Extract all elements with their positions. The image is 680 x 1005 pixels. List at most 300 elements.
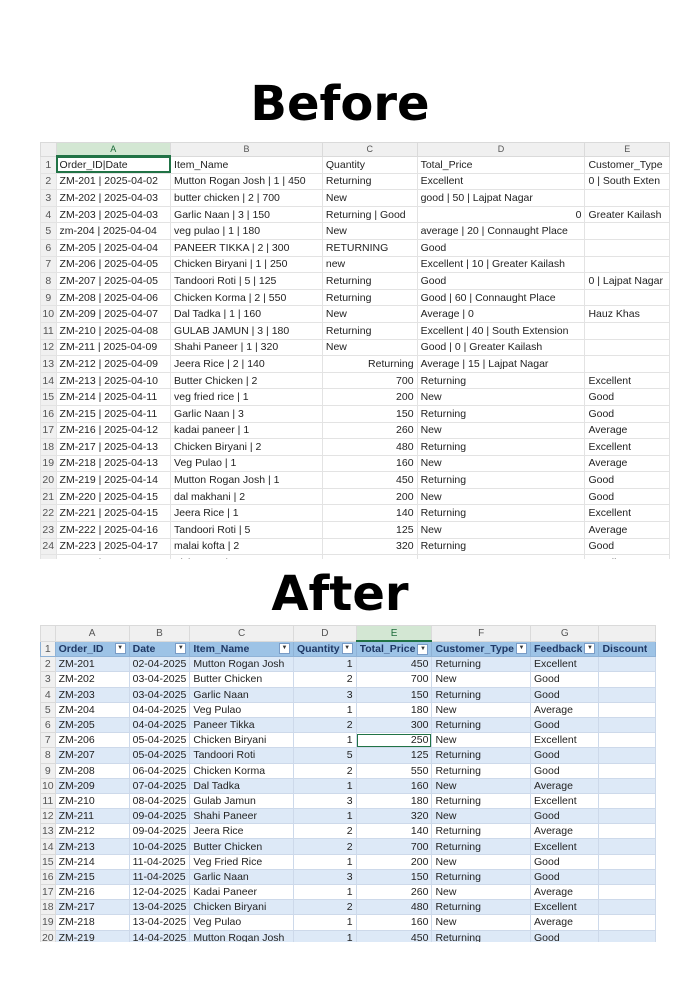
column-header-f[interactable]: F: [432, 626, 531, 642]
cell[interactable]: [599, 885, 656, 900]
cell[interactable]: Mutton Rogan Josh: [190, 930, 294, 942]
cell[interactable]: new: [322, 256, 417, 273]
cell[interactable]: Butter Chicken: [190, 672, 294, 687]
row-number[interactable]: 11: [41, 322, 57, 339]
cell[interactable]: [585, 339, 670, 356]
column-header-b[interactable]: B: [171, 143, 323, 157]
cell[interactable]: Item_Name: [171, 156, 323, 173]
filter-dropdown-icon[interactable]: ▼: [115, 643, 126, 654]
cell[interactable]: [585, 356, 670, 373]
cell[interactable]: Excellent | 10 | Greater Kailash: [417, 256, 585, 273]
column-header-e[interactable]: E: [585, 143, 670, 157]
cell[interactable]: ZM-206 | 2025-04-05: [56, 256, 171, 273]
header-cell[interactable]: [190, 641, 294, 657]
column-header-d[interactable]: D: [417, 143, 585, 157]
row-number[interactable]: 23: [41, 522, 57, 539]
cell[interactable]: Good: [585, 389, 670, 406]
cell[interactable]: Excellent: [585, 439, 670, 456]
cell[interactable]: 250: [356, 733, 432, 748]
cell[interactable]: 2: [294, 717, 357, 732]
cell[interactable]: ZM-212: [55, 824, 129, 839]
cell[interactable]: ZM-211: [55, 809, 129, 824]
cell[interactable]: Average: [531, 915, 599, 930]
column-header-c[interactable]: C: [322, 143, 417, 157]
cell[interactable]: ZM-213: [55, 839, 129, 854]
cell[interactable]: ZM-217 | 2025-04-13: [56, 439, 171, 456]
cell[interactable]: butter chicken | 2 | 700: [171, 190, 323, 207]
cell[interactable]: 1: [294, 854, 357, 869]
cell[interactable]: Jeera Rice: [190, 824, 294, 839]
cell[interactable]: Tandoori Roti: [190, 748, 294, 763]
row-number[interactable]: 16: [41, 870, 54, 883]
cell[interactable]: [599, 915, 656, 930]
row-number[interactable]: [41, 555, 57, 559]
cell[interactable]: [599, 809, 656, 824]
cell[interactable]: [585, 190, 670, 207]
row-number[interactable]: 6: [41, 239, 57, 256]
cell[interactable]: Good | 60 | Connaught Place: [417, 289, 585, 306]
row-number[interactable]: 13: [41, 825, 54, 838]
cell[interactable]: Good | 0 | Greater Kailash: [417, 339, 585, 356]
cell[interactable]: 180: [356, 702, 432, 717]
column-header-a[interactable]: A: [55, 626, 129, 642]
cell[interactable]: Butter Chicken: [190, 839, 294, 854]
cell[interactable]: Average: [531, 824, 599, 839]
header-cell[interactable]: [356, 641, 432, 657]
cell[interactable]: 06-04-2025: [129, 763, 190, 778]
cell[interactable]: 2: [294, 839, 357, 854]
cell[interactable]: Good: [585, 405, 670, 422]
cell[interactable]: [585, 223, 670, 240]
cell[interactable]: [585, 555, 670, 559]
cell[interactable]: [599, 672, 656, 687]
cell[interactable]: 07-04-2025: [129, 778, 190, 793]
cell[interactable]: 1: [294, 657, 357, 672]
row-number[interactable]: 10: [41, 306, 57, 323]
row-number[interactable]: 14: [41, 372, 57, 389]
row-number[interactable]: 10: [41, 779, 54, 792]
cell[interactable]: ZM-209 | 2025-04-07: [56, 306, 171, 323]
cell[interactable]: 320: [322, 538, 417, 555]
cell[interactable]: Good: [531, 687, 599, 702]
cell[interactable]: Chicken Biryani: [190, 733, 294, 748]
cell[interactable]: Garlic Naan | 3: [171, 405, 323, 422]
cell[interactable]: 160: [356, 915, 432, 930]
column-header-g[interactable]: G: [531, 626, 599, 642]
cell[interactable]: ZM-207 | 2025-04-05: [56, 273, 171, 290]
cell[interactable]: Average: [531, 778, 599, 793]
filter-dropdown-icon[interactable]: ▼: [279, 643, 290, 654]
row-number[interactable]: 18: [41, 439, 57, 456]
row-number[interactable]: 12: [41, 339, 57, 356]
cell[interactable]: Greater Kailash: [585, 206, 670, 223]
filter-dropdown-icon[interactable]: ▼: [342, 643, 353, 654]
row-number[interactable]: 21: [41, 488, 57, 505]
cell[interactable]: ZM-203: [55, 687, 129, 702]
cell[interactable]: average | 20 | Connaught Place: [417, 223, 585, 240]
cell[interactable]: [599, 869, 656, 884]
cell[interactable]: 12-04-2025: [129, 885, 190, 900]
cell[interactable]: [599, 778, 656, 793]
cell[interactable]: Returning: [417, 538, 585, 555]
cell[interactable]: 550: [356, 763, 432, 778]
cell[interactable]: Garlic Naan: [190, 687, 294, 702]
cell[interactable]: Average: [531, 702, 599, 717]
cell[interactable]: Returning: [432, 824, 531, 839]
cell[interactable]: New: [432, 778, 531, 793]
cell[interactable]: Shahi Paneer | 1 | 320: [171, 339, 323, 356]
cell[interactable]: Average: [585, 522, 670, 539]
row-number[interactable]: 1: [41, 156, 57, 173]
row-number[interactable]: 12: [41, 810, 54, 823]
cell[interactable]: Hauz Khas: [585, 306, 670, 323]
cell[interactable]: 0 | South Exten: [585, 173, 670, 190]
cell[interactable]: 260: [356, 885, 432, 900]
cell[interactable]: 2: [294, 672, 357, 687]
cell[interactable]: 14-04-2025: [129, 930, 190, 942]
row-number[interactable]: 2: [41, 173, 57, 190]
cell[interactable]: Chicken Korma: [190, 763, 294, 778]
cell[interactable]: Good: [531, 869, 599, 884]
cell[interactable]: [599, 839, 656, 854]
cell[interactable]: [56, 555, 171, 559]
row-number[interactable]: 6: [41, 717, 56, 732]
cell[interactable]: [585, 289, 670, 306]
cell[interactable]: 1: [294, 809, 357, 824]
cell[interactable]: Chicken Biryani | 1 | 250: [171, 256, 323, 273]
cell[interactable]: GULAB JAMUN | 3 | 180: [171, 322, 323, 339]
cell[interactable]: Veg Pulao: [190, 702, 294, 717]
before-grid[interactable]: [40, 142, 670, 559]
cell[interactable]: [585, 239, 670, 256]
cell[interactable]: 160: [322, 455, 417, 472]
cell[interactable]: Customer_Type: [585, 156, 670, 173]
cell[interactable]: New: [322, 223, 417, 240]
cell[interactable]: [417, 555, 585, 559]
cell[interactable]: 260: [322, 422, 417, 439]
cell[interactable]: 200: [322, 488, 417, 505]
cell[interactable]: 1: [294, 733, 357, 748]
cell[interactable]: 125: [322, 522, 417, 539]
cell[interactable]: New: [417, 488, 585, 505]
cell[interactable]: ZM-220 | 2025-04-15: [56, 488, 171, 505]
cell[interactable]: veg pulao | 1 | 180: [171, 223, 323, 240]
cell[interactable]: Average: [531, 885, 599, 900]
cell[interactable]: Returning: [322, 322, 417, 339]
cell[interactable]: 3: [294, 687, 357, 702]
cell[interactable]: 2: [294, 824, 357, 839]
cell[interactable]: 150: [356, 869, 432, 884]
cell[interactable]: ZM-221 | 2025-04-15: [56, 505, 171, 522]
cell[interactable]: Average: [585, 455, 670, 472]
cell[interactable]: 320: [356, 809, 432, 824]
column-header-e[interactable]: E: [356, 626, 432, 642]
cell[interactable]: Returning: [417, 405, 585, 422]
row-number[interactable]: 5: [41, 223, 57, 240]
cell[interactable]: Garlic Naan | 3 | 150: [171, 206, 323, 223]
cell[interactable]: [599, 930, 656, 942]
filter-dropdown-icon[interactable]: ▼: [175, 643, 186, 654]
cell[interactable]: [585, 256, 670, 273]
row-number[interactable]: 20: [41, 930, 56, 942]
cell[interactable]: Good: [531, 763, 599, 778]
cell[interactable]: New: [417, 422, 585, 439]
header-cell[interactable]: [531, 641, 599, 657]
cell[interactable]: Good: [531, 930, 599, 942]
cell[interactable]: ZM-219 | 2025-04-14: [56, 472, 171, 489]
cell[interactable]: Returning: [417, 439, 585, 456]
cell[interactable]: ZM-201 | 2025-04-02: [56, 173, 171, 190]
cell[interactable]: ZM-202: [55, 672, 129, 687]
cell[interactable]: 04-04-2025: [129, 702, 190, 717]
cell[interactable]: good | 50 | Lajpat Nagar: [417, 190, 585, 207]
cell[interactable]: [599, 793, 656, 808]
cell[interactable]: Returning: [432, 839, 531, 854]
cell[interactable]: RETURNING: [322, 239, 417, 256]
row-number[interactable]: 20: [41, 472, 57, 489]
cell[interactable]: ZM-222 | 2025-04-16: [56, 522, 171, 539]
cell[interactable]: 3: [294, 793, 357, 808]
cell[interactable]: 125: [356, 748, 432, 763]
after-spreadsheet[interactable]: [40, 625, 656, 942]
cell[interactable]: Mutton Rogan Josh | 1 | 450: [171, 173, 323, 190]
cell[interactable]: Veg Pulao: [190, 915, 294, 930]
cell[interactable]: ZM-217: [55, 900, 129, 915]
cell[interactable]: ZM-206: [55, 733, 129, 748]
cell[interactable]: [599, 733, 656, 748]
cell[interactable]: PANEER TIKKA | 2 | 300: [171, 239, 323, 256]
cell[interactable]: ZM-215: [55, 869, 129, 884]
cell[interactable]: Returning: [432, 687, 531, 702]
cell[interactable]: Tandoori Roti | 5 | 125: [171, 273, 323, 290]
cell[interactable]: Returning: [417, 505, 585, 522]
cell[interactable]: 480: [356, 900, 432, 915]
cell[interactable]: [599, 824, 656, 839]
cell[interactable]: Returning: [432, 930, 531, 942]
cell[interactable]: Returning: [432, 900, 531, 915]
cell[interactable]: 1: [294, 702, 357, 717]
cell[interactable]: Excellent: [417, 173, 585, 190]
cell[interactable]: New: [417, 522, 585, 539]
cell[interactable]: Returning: [417, 372, 585, 389]
cell[interactable]: 03-04-2025: [129, 687, 190, 702]
row-number[interactable]: 11: [42, 794, 54, 807]
column-header-c[interactable]: C: [190, 626, 294, 642]
cell[interactable]: New: [432, 885, 531, 900]
cell[interactable]: Good: [417, 273, 585, 290]
cell[interactable]: 180: [356, 793, 432, 808]
cell[interactable]: Returning: [432, 869, 531, 884]
cell[interactable]: Good: [585, 472, 670, 489]
cell[interactable]: [599, 657, 656, 672]
cell[interactable]: [599, 702, 656, 717]
cell[interactable]: ZM-207: [55, 748, 129, 763]
cell[interactable]: [599, 717, 656, 732]
cell[interactable]: 150: [356, 687, 432, 702]
cell[interactable]: ZM-210: [55, 793, 129, 808]
cell[interactable]: ZM-218 | 2025-04-13: [56, 455, 171, 472]
cell[interactable]: Excellent | 40 | South Extension: [417, 322, 585, 339]
cell[interactable]: [322, 555, 417, 559]
cell[interactable]: Chicken Korma | 2 | 550: [171, 289, 323, 306]
cell[interactable]: 2: [294, 763, 357, 778]
cell[interactable]: dal makhani | 2: [171, 488, 323, 505]
cell[interactable]: Excellent: [531, 793, 599, 808]
cell[interactable]: Average | 0: [417, 306, 585, 323]
cell[interactable]: 160: [356, 778, 432, 793]
cell[interactable]: 3: [294, 869, 357, 884]
row-number[interactable]: 4: [41, 687, 56, 702]
cell[interactable]: Returning: [432, 657, 531, 672]
filter-dropdown-icon[interactable]: ▼: [516, 643, 527, 654]
row-number[interactable]: 7: [41, 256, 57, 273]
cell[interactable]: Returning: [322, 289, 417, 306]
before-spreadsheet[interactable]: [40, 142, 670, 559]
cell[interactable]: Returning: [432, 717, 531, 732]
header-cell[interactable]: [129, 641, 190, 657]
cell[interactable]: [171, 555, 323, 559]
cell[interactable]: Mutton Rogan Josh: [190, 657, 294, 672]
header-cell[interactable]: [432, 641, 531, 657]
cell[interactable]: [585, 322, 670, 339]
row-number[interactable]: 3: [41, 190, 57, 207]
cell[interactable]: Kadai Paneer: [190, 885, 294, 900]
column-header-b[interactable]: B: [129, 626, 190, 642]
cell[interactable]: ZM-205 | 2025-04-04: [56, 239, 171, 256]
row-number[interactable]: 1: [41, 641, 56, 657]
cell[interactable]: [599, 687, 656, 702]
cell[interactable]: Garlic Naan: [190, 869, 294, 884]
cell[interactable]: 09-04-2025: [129, 824, 190, 839]
cell[interactable]: 5: [294, 748, 357, 763]
cell[interactable]: kadai paneer | 1: [171, 422, 323, 439]
cell[interactable]: 02-04-2025: [129, 657, 190, 672]
cell[interactable]: [599, 900, 656, 915]
cell[interactable]: Dal Tadka: [190, 778, 294, 793]
cell[interactable]: ZM-210 | 2025-04-08: [56, 322, 171, 339]
cell[interactable]: ZM-208 | 2025-04-06: [56, 289, 171, 306]
cell[interactable]: Mutton Rogan Josh | 1: [171, 472, 323, 489]
cell[interactable]: New: [432, 733, 531, 748]
cell[interactable]: [599, 748, 656, 763]
cell[interactable]: ZM-203 | 2025-04-03: [56, 206, 171, 223]
cell[interactable]: 1: [294, 778, 357, 793]
cell[interactable]: ZM-214 | 2025-04-11: [56, 389, 171, 406]
cell[interactable]: Good: [417, 239, 585, 256]
cell[interactable]: Jeera Rice | 2 | 140: [171, 356, 323, 373]
cell[interactable]: ZM-211 | 2025-04-09: [56, 339, 171, 356]
cell[interactable]: 13-04-2025: [129, 915, 190, 930]
cell[interactable]: Good: [531, 809, 599, 824]
cell[interactable]: 450: [356, 930, 432, 942]
header-cell[interactable]: [599, 641, 656, 657]
row-number[interactable]: 22: [41, 505, 57, 522]
cell[interactable]: ZM-215 | 2025-04-11: [56, 405, 171, 422]
row-number[interactable]: 19: [41, 916, 54, 929]
cell[interactable]: Returning: [322, 173, 417, 190]
column-header-d[interactable]: D: [294, 626, 357, 642]
cell[interactable]: ZM-216: [55, 885, 129, 900]
row-number[interactable]: 2: [41, 657, 56, 672]
cell[interactable]: [599, 854, 656, 869]
cell[interactable]: Gulab Jamun: [190, 793, 294, 808]
select-all-corner[interactable]: [41, 626, 56, 642]
cell[interactable]: Veg Fried Rice: [190, 854, 294, 869]
cell[interactable]: Good: [585, 538, 670, 555]
cell[interactable]: Jeera Rice | 1: [171, 505, 323, 522]
cell[interactable]: 700: [356, 672, 432, 687]
column-header-a[interactable]: A: [56, 143, 171, 157]
cell[interactable]: New: [322, 306, 417, 323]
cell[interactable]: New: [432, 915, 531, 930]
cell[interactable]: Returning | Good: [322, 206, 417, 223]
filter-dropdown-icon[interactable]: ▼: [417, 644, 428, 655]
cell[interactable]: 700: [322, 372, 417, 389]
cell[interactable]: Quantity: [322, 156, 417, 173]
cell[interactable]: New: [417, 389, 585, 406]
cell[interactable]: New: [432, 809, 531, 824]
select-all-corner[interactable]: [41, 143, 57, 157]
cell[interactable]: Total_Price: [417, 156, 585, 173]
cell[interactable]: ZM-201: [55, 657, 129, 672]
cell[interactable]: Butter Chicken | 2: [171, 372, 323, 389]
cell[interactable]: Chicken Biryani: [190, 900, 294, 915]
row-number[interactable]: 15: [41, 855, 54, 868]
cell[interactable]: 140: [356, 824, 432, 839]
row-number[interactable]: 3: [41, 672, 56, 687]
cell[interactable]: Returning: [432, 748, 531, 763]
cell[interactable]: Excellent: [531, 657, 599, 672]
cell[interactable]: 10-04-2025: [129, 839, 190, 854]
cell[interactable]: Order_ID|Date: [56, 156, 171, 173]
cell[interactable]: 150: [322, 405, 417, 422]
cell[interactable]: 1: [294, 915, 357, 930]
cell[interactable]: Good: [531, 748, 599, 763]
cell[interactable]: Chicken Biryani | 2: [171, 439, 323, 456]
cell[interactable]: Veg Pulao | 1: [171, 455, 323, 472]
cell[interactable]: veg fried rice | 1: [171, 389, 323, 406]
cell[interactable]: Excellent: [585, 505, 670, 522]
row-number[interactable]: 8: [41, 748, 56, 763]
cell[interactable]: Returning: [322, 273, 417, 290]
cell[interactable]: malai kofta | 2: [171, 538, 323, 555]
row-number[interactable]: 9: [41, 289, 57, 306]
column-header-h[interactable]: [599, 626, 656, 642]
cell[interactable]: ZM-209: [55, 778, 129, 793]
row-number[interactable]: 14: [41, 840, 54, 853]
cell[interactable]: 04-04-2025: [129, 717, 190, 732]
cell[interactable]: Shahi Paneer: [190, 809, 294, 824]
row-number[interactable]: 16: [41, 405, 57, 422]
cell[interactable]: Average | 15 | Lajpat Nagar: [417, 356, 585, 373]
cell[interactable]: ZM-213 | 2025-04-10: [56, 372, 171, 389]
cell[interactable]: New: [417, 455, 585, 472]
cell[interactable]: New: [432, 702, 531, 717]
cell[interactable]: 450: [322, 472, 417, 489]
cell[interactable]: 03-04-2025: [129, 672, 190, 687]
cell[interactable]: 200: [356, 854, 432, 869]
cell[interactable]: zm-204 | 2025-04-04: [56, 223, 171, 240]
cell[interactable]: 0: [417, 206, 585, 223]
cell[interactable]: 05-04-2025: [129, 733, 190, 748]
cell[interactable]: ZM-202 | 2025-04-03: [56, 190, 171, 207]
cell[interactable]: 09-04-2025: [129, 809, 190, 824]
cell[interactable]: 140: [322, 505, 417, 522]
cell[interactable]: 11-04-2025: [129, 869, 190, 884]
row-number[interactable]: 19: [41, 455, 57, 472]
row-number[interactable]: 15: [41, 389, 57, 406]
cell[interactable]: ZM-223 | 2025-04-17: [56, 538, 171, 555]
